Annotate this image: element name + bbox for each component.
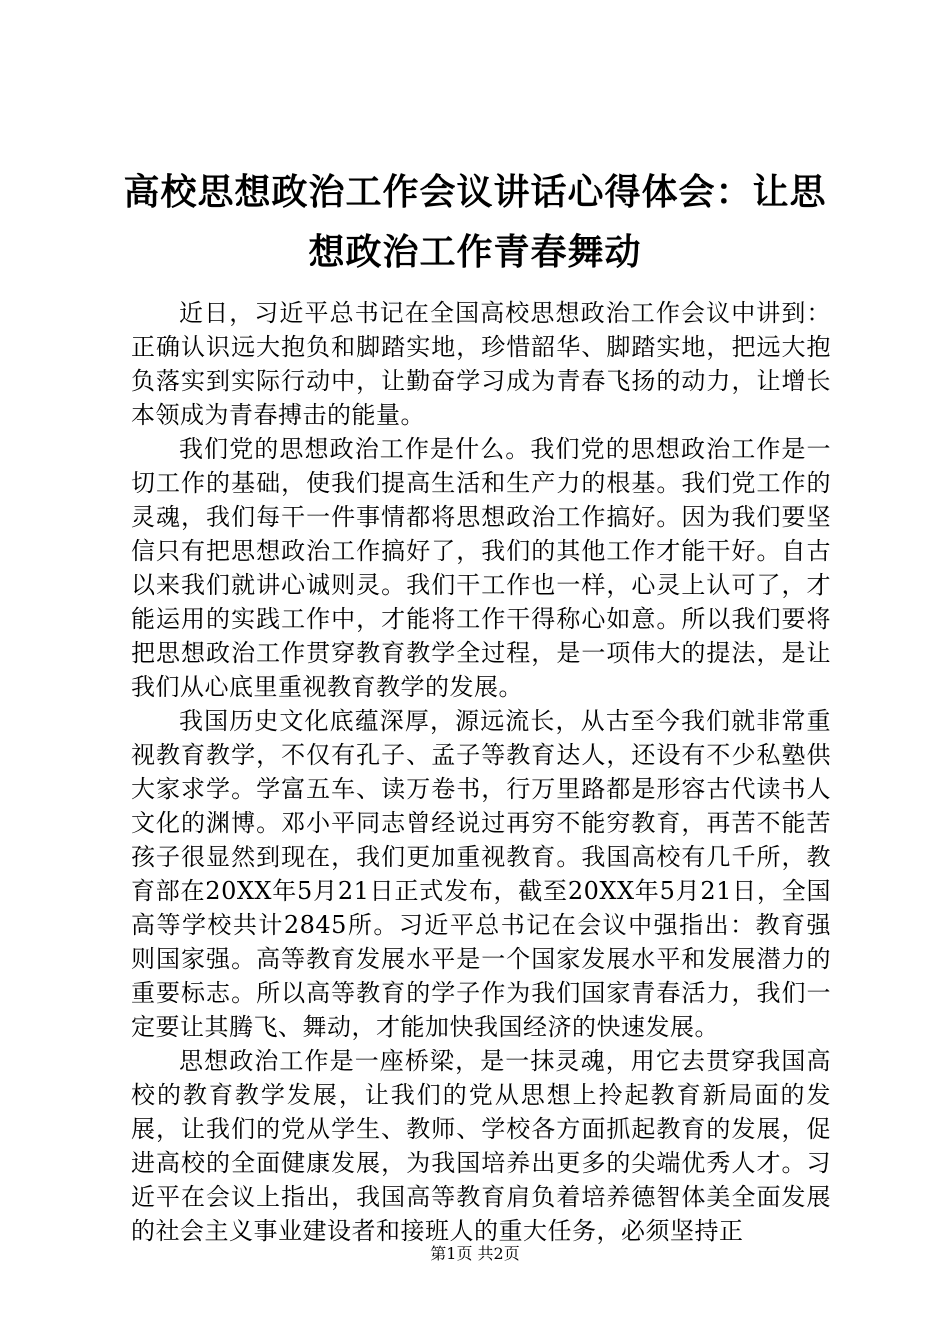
document-body xyxy=(131,296,831,1248)
paragraph-3: 我国历史文化底蕴深厚，源远流长，从古至今我们就非常重视教育教学，不仅有孔子、孟子等教育达人，还设有不少私塾供大家求学。学富五车、读万卷书，行万里路都是形容古代读书人文化的渊博。邓小平同志曾经说过再穷不能穷教育，再苦不能苦孩子很显然到现在，我们更加重视教育。我国高校有几千所，教育部在20XX年5月21日正式发布，截至20XX年5月21日，全国高等学校共计2845所。习近平总书记在会议中强指出：教育强则国家强。高等教育发展水平是一个国家发展水平和发展潜力的重要标志。所以高等教育的学子作为我们国家青春活力，我们一定要让其腾飞、舞动，才能加快我国经济的快速发展。 xyxy=(131,707,831,1041)
paragraph-4: 思想政治工作是一座桥梁，是一抹灵魂，用它去贯穿我国高校的教育教学发展，让我们的党从思想上拎起教育新局面的发展，让我们的党从学生、教师、学校各方面抓起教育的发展，促进高校的全面健康发展，为我国培养出更多的尖端优秀人才。习近平在会议上指出，我国高等教育肩负着培养德智体美全面发展的社会主义事业建设者和接班人的重大任务，必须坚持正 xyxy=(131,1047,831,1245)
paragraph-1: 近日，习近平总书记在全国高校思想政治工作会议中讲到：正确认识远大抱负和脚踏实地，珍惜韶华、脚踏实地，把远大抱负落实到实际行动中，让勤奋学习成为青春飞扬的动力，让增长本领成为青春搏击的能量。 xyxy=(131,299,831,429)
paragraph-2: 我们党的思想政治工作是什么。我们党的思想政治工作是一切工作的基础，使我们提高生活和生产力的根基。我们党工作的灵魂，我们每干一件事情都将思想政治工作搞好。因为我们要坚信只有把思想政治工作搞好了，我们的其他工作才能干好。自古以来我们就讲心诚则灵。我们干工作也一样，心灵上认可了，才能运用的实践工作中，才能将工作干得称心如意。所以我们要将把思想政治工作贯穿教育教学全过程，是一项伟大的提法，是让我们从心底里重视教育教学的发展。 xyxy=(131,435,831,701)
page-title: 高校思想政治工作会议讲话心得体会：让思想政治工作青春舞动 xyxy=(123,171,827,273)
page-footer: 第1页 共2页 xyxy=(430,1244,520,1263)
